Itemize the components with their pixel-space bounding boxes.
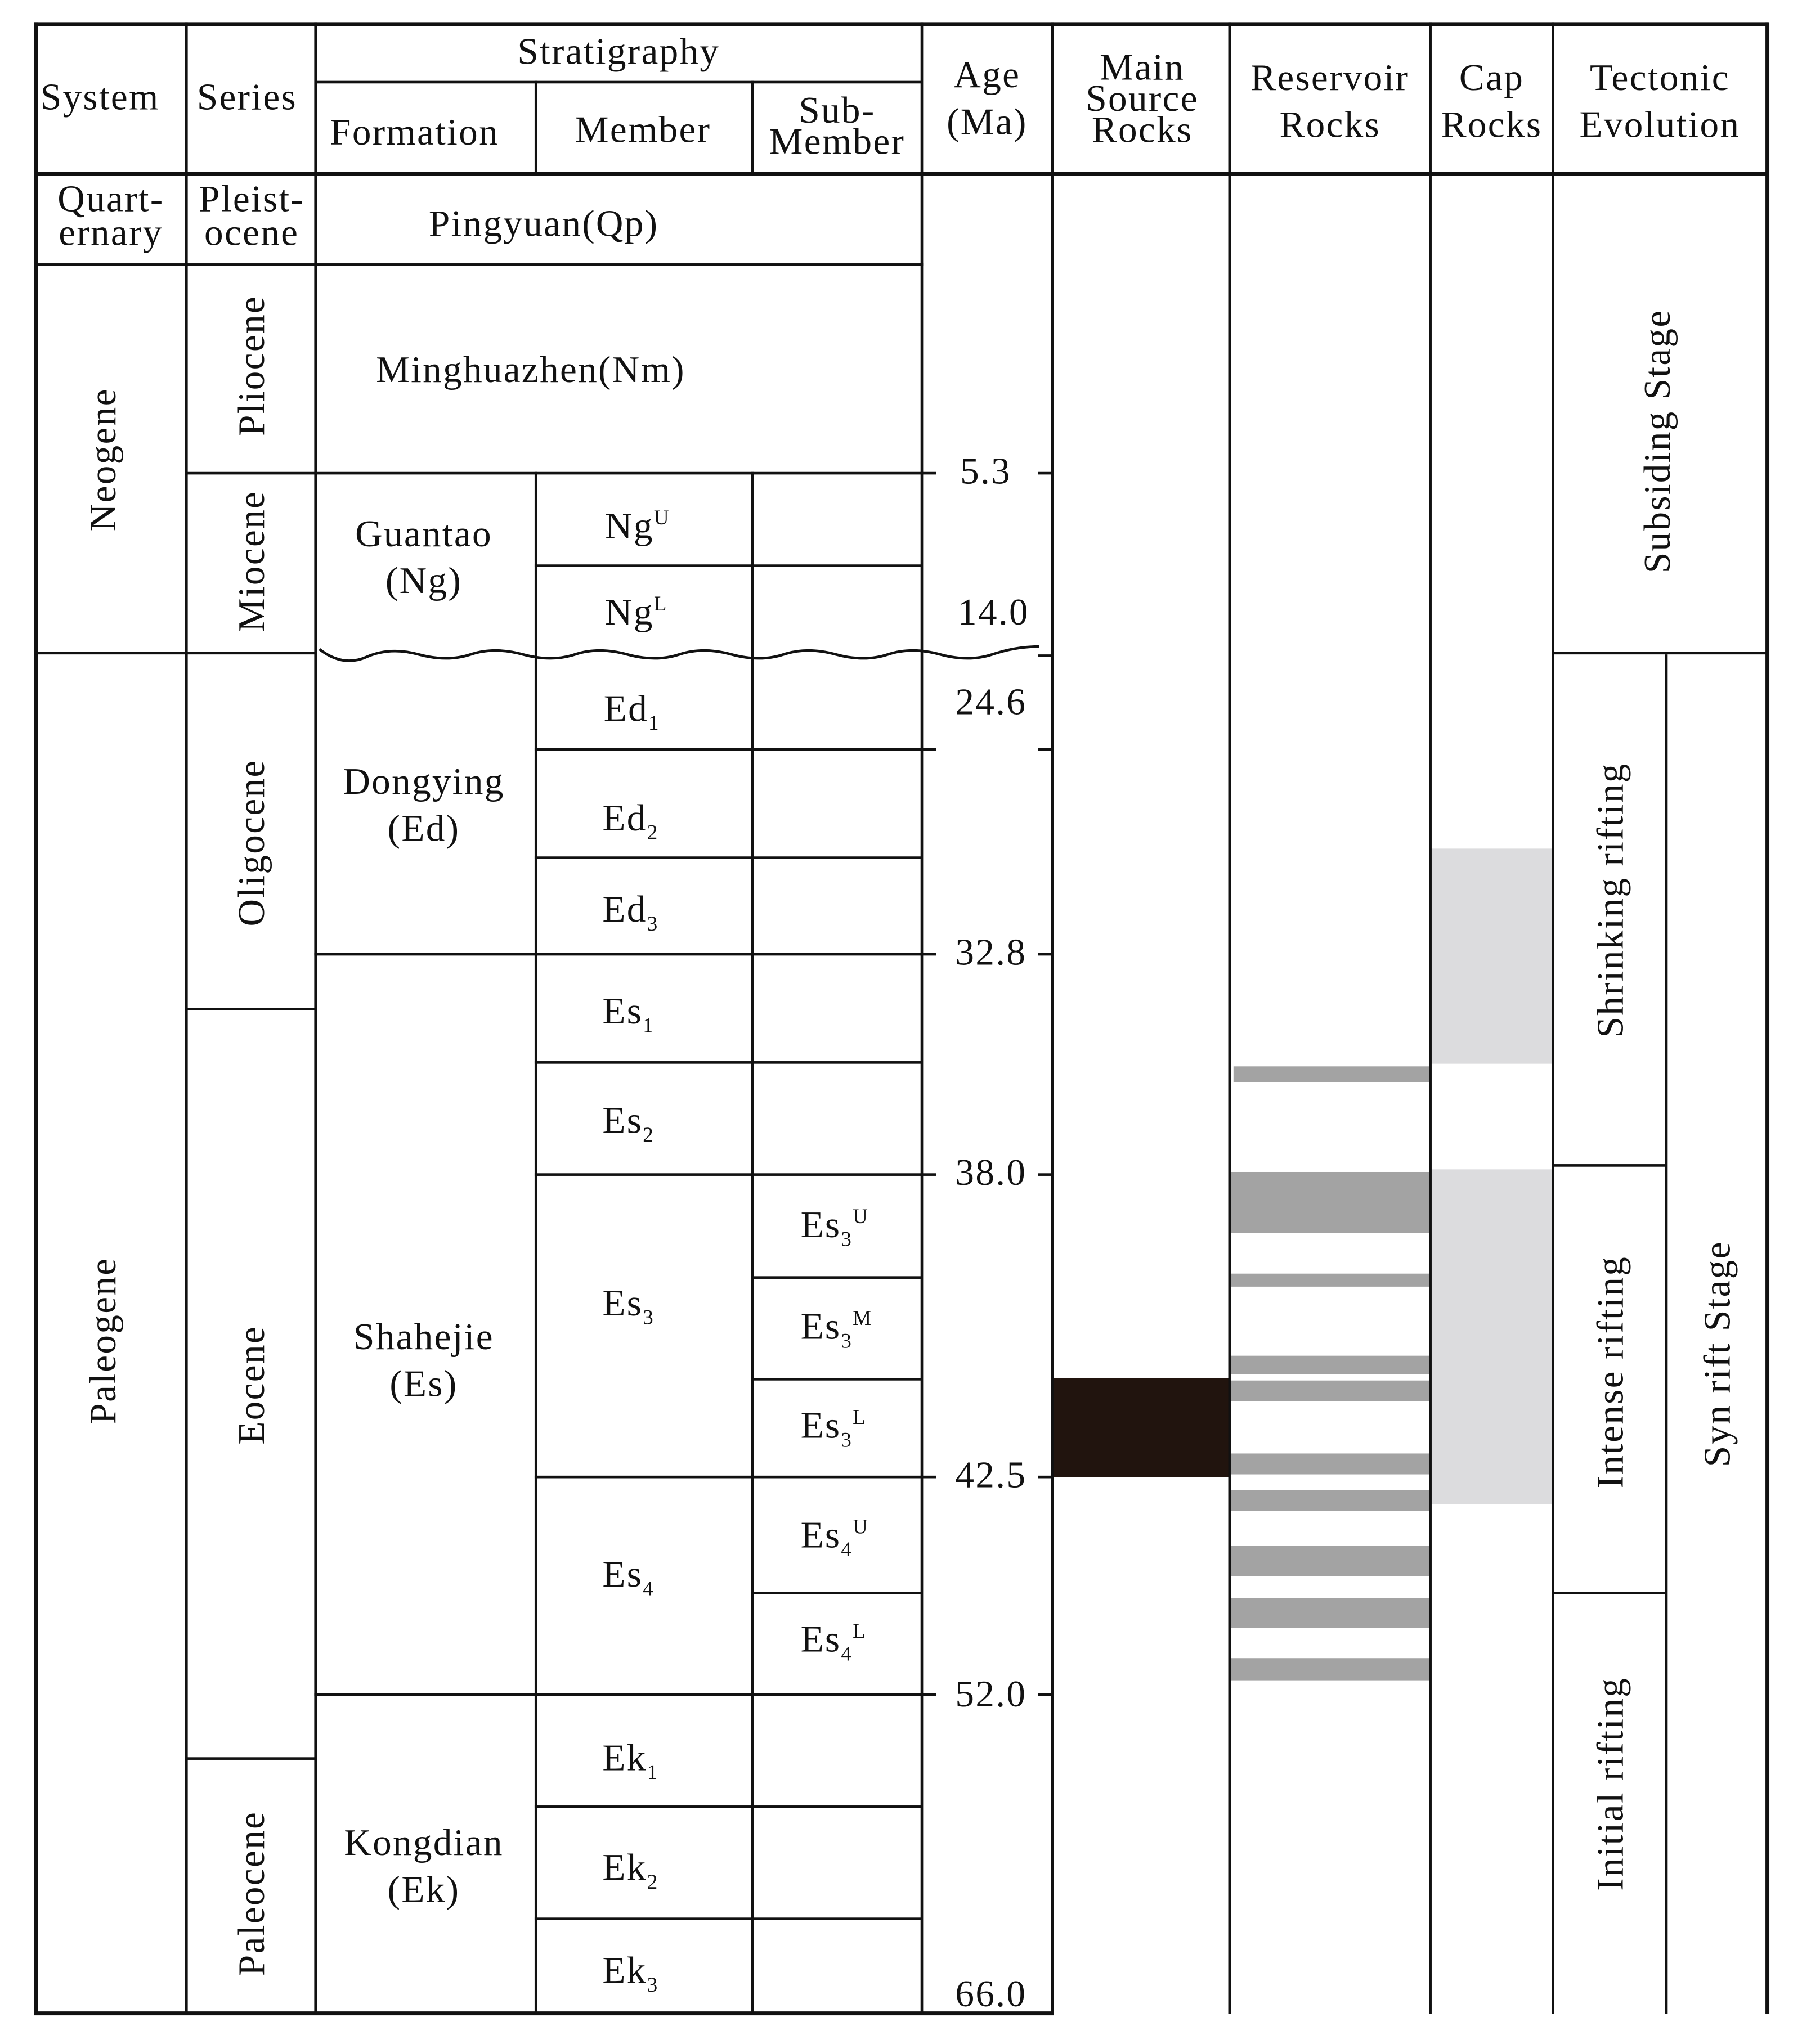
header-cap-2: Rocks [1441,104,1543,146]
header-sub-member-1: Sub- [799,89,876,132]
header-age-2: (Ma) [947,101,1028,143]
member-ed2: $Ed_2$ [602,798,659,844]
tectonic-initial-rifting: Initial rifting [1590,1677,1632,1891]
table-top-border [34,22,1768,26]
series-pleistocene-1: Pleist- [199,178,305,221]
member-ng-upper: $Ng^U$ [605,505,670,548]
reservoir-band [1231,1658,1430,1680]
series-pliocene: Pliocene [231,295,274,436]
series-paleocene: Paleocene [231,1811,274,1976]
header-age-1: Age [953,55,1021,97]
header-tectonic-2: Evolution [1579,104,1741,146]
row-line [751,1378,922,1381]
row-line [535,1061,922,1064]
member-es2: $Es_2$ [602,1100,655,1147]
age-tick [1038,472,1051,475]
col-line [1665,654,1668,2014]
row-line [34,263,923,266]
series-oligocene: Oligocene [231,759,274,927]
row-line [535,1805,922,1808]
tectonic-shrinking-rifting: Shrinking rifting [1590,762,1632,1038]
formation-dongying-1: Dongying [343,761,505,803]
reservoir-band [1231,1274,1430,1287]
member-ed3: $Ed_3$ [602,889,659,936]
col-line [1051,22,1054,2014]
formation-kongdian-2: (Ek) [387,1869,460,1911]
formation-kongdian-1: Kongdian [344,1822,504,1865]
row-line [314,1693,922,1696]
header-source-2: Source [1086,78,1199,120]
age-label: 52.0 [955,1674,1027,1716]
header-reservoir-1: Reservoir [1250,57,1410,100]
reservoir-band [1231,1453,1430,1474]
member-ek2: $Ek_2$ [602,1847,659,1894]
row-line [34,652,187,655]
header-series: Series [196,77,297,119]
header-stratigraphy: Stratigraphy [517,31,720,73]
member-ek1: $Ek_1$ [602,1737,659,1785]
member-es4: $Es_4$ [602,1553,655,1601]
unconformity-wavy-line [314,639,1044,672]
reservoir-band [1231,1356,1430,1374]
header-source-1: Main [1100,47,1185,89]
header-reservoir-2: Rocks [1279,104,1381,146]
row-line [1552,1592,1666,1594]
row-line [185,1757,316,1760]
reservoir-band [1231,1381,1430,1401]
age-tick [921,1476,936,1479]
series-miocene: Miocene [231,490,274,632]
header-member: Member [575,109,711,151]
table-left-border [34,22,38,2014]
reservoir-band [1234,1066,1431,1082]
age-label: 32.8 [955,932,1027,974]
tectonic-syn-rift-stage: Syn rift Stage [1697,1241,1739,1467]
series-pleistocene-2: ocene [204,212,299,254]
system-neogene: Neogene [83,388,125,532]
header-source-3: Rocks [1091,109,1193,151]
member-ng-lower: $Ng^L$ [605,591,668,634]
formation-guantao-2: (Ng) [385,560,463,603]
row-line [535,856,922,859]
member-ek3: $Ek_3$ [602,1950,659,1997]
row-line [535,748,922,751]
age-tick [1038,748,1051,751]
col-line [1552,22,1554,2014]
row-line [185,1008,316,1010]
member-ed1: $Ed_1$ [603,688,660,735]
col-line [921,22,924,2014]
formation-dongying-2: (Ed) [387,808,460,850]
sub-member-es4-upper: $Es_4^U$ [800,1515,869,1562]
age-label: 66.0 [955,1973,1027,2016]
age-label: 5.3 [960,451,1012,493]
header-bottom-border [34,172,1768,176]
row-line [535,1173,922,1176]
reservoir-band [1231,1546,1430,1576]
series-eocene: Eocene [231,1325,274,1445]
formation-guantao-1: Guantao [355,513,492,556]
row-line [535,1476,922,1479]
age-label: 24.6 [955,681,1027,724]
sub-member-es4-lower: $Es_4^L$ [800,1619,867,1666]
system-quaternary-2: ernary [59,212,163,254]
col-line [535,472,537,2014]
age-tick [921,1693,936,1696]
tectonic-subsiding-stage: Subsiding Stage [1637,309,1679,574]
formation-shahejie-1: Shahejie [353,1317,494,1359]
reservoir-band [1231,1598,1430,1628]
col-line [185,22,188,2014]
stratigraphy-subheader-line [316,81,922,84]
formation-pingyuan: Pingyuan(Qp) [428,203,659,245]
system-paleogene: Paleogene [83,1257,125,1425]
col-line [1229,22,1231,2014]
row-line [1552,1164,1666,1167]
main-source-rock-zone [1054,1378,1230,1477]
reservoir-band [1231,1172,1430,1233]
system-quaternary-1: Quart- [57,178,164,221]
reservoir-band [1231,1490,1430,1511]
row-line [314,953,922,956]
row-line [535,1917,922,1920]
col-line [751,472,754,2014]
member-es3: $Es_3$ [602,1282,655,1329]
sub-member-es3-upper: $Es_3^U$ [800,1204,869,1251]
age-tick [921,953,936,956]
age-tick [921,1173,936,1176]
header-cap-1: Cap [1459,57,1525,100]
row-line [751,1592,922,1594]
age-label: 38.0 [955,1152,1027,1194]
cap-rock-zone-upper [1431,848,1552,1063]
row-line [185,472,923,475]
row-line [185,652,316,655]
formation-minghuazhen: Minghuazhen(Nm) [376,349,685,392]
row-line [535,564,922,567]
member-es1: $Es_1$ [602,990,655,1037]
col-line [535,81,537,175]
header-sub-member-2: Member [769,121,906,163]
header-system: System [40,77,160,119]
sub-member-es3-lower: $Es_3^L$ [800,1405,867,1452]
header-tectonic-1: Tectonic [1589,57,1730,100]
age-label: 14.0 [958,591,1029,634]
cap-rock-zone-lower [1431,1169,1552,1504]
table-right-border [1765,22,1769,2014]
header-formation: Formation [330,112,500,154]
age-tick [921,748,936,751]
col-line [1429,22,1432,2014]
formation-shahejie-2: (Es) [389,1363,458,1405]
col-line [314,22,317,2014]
age-label: 42.5 [955,1454,1027,1497]
sub-member-es3-middle: $Es_3^M$ [800,1306,873,1353]
row-line [751,1276,922,1279]
row-line [1552,652,1768,655]
tectonic-intense-rifting: Intense rifting [1590,1255,1632,1489]
